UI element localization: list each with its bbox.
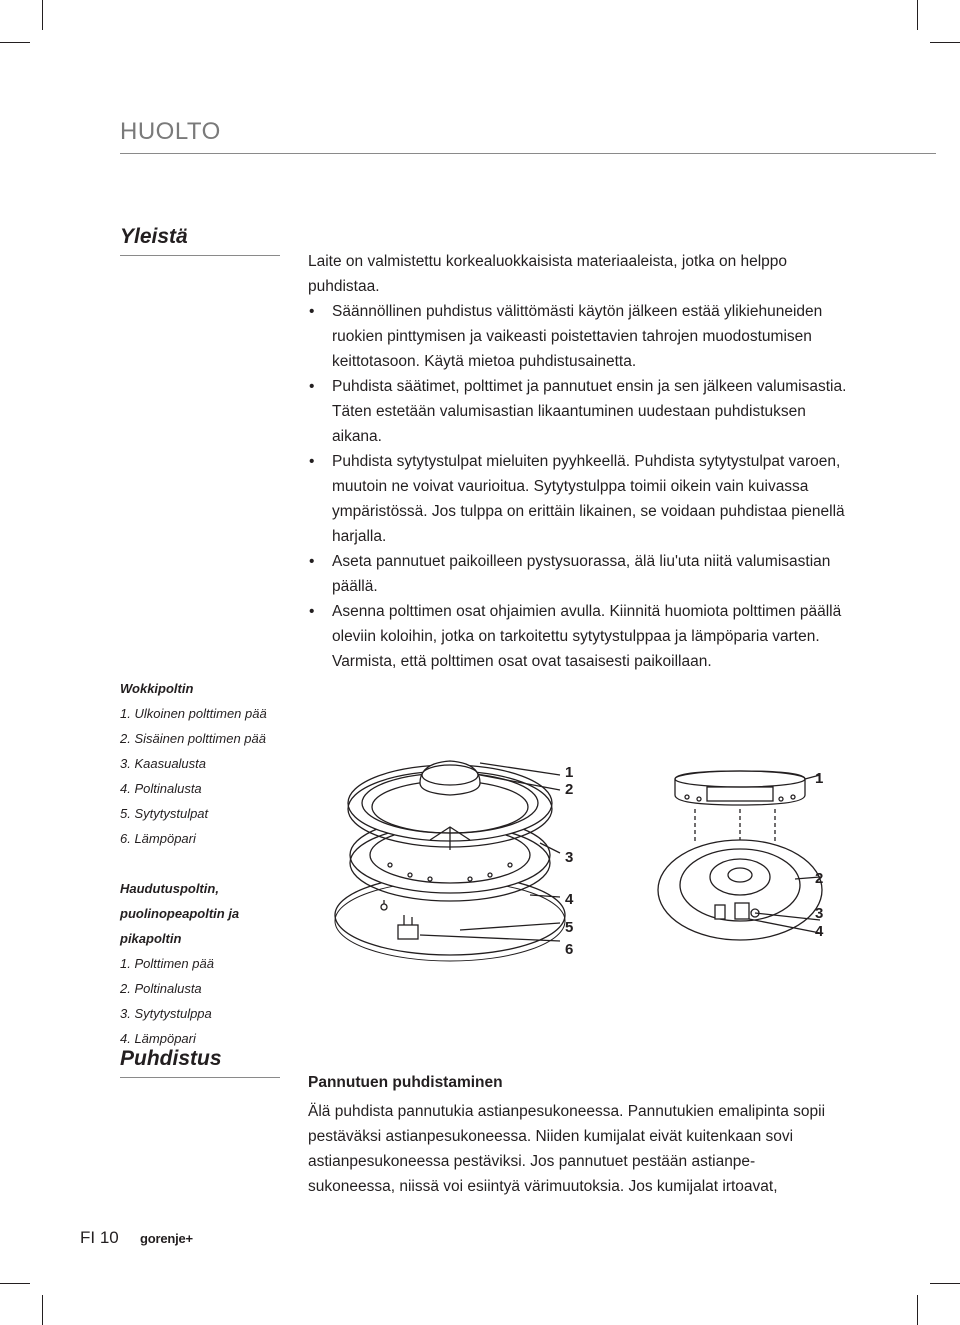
legend-item: 6. Lämpöpari [120, 831, 196, 846]
section-title: HUOLTO [120, 118, 221, 145]
other-legend-title: Haudutuspoltin, [120, 881, 219, 896]
crop-mark [930, 42, 960, 43]
page-number: FI 10 [80, 1228, 119, 1247]
general-bullet: • Puhdista sytytystulpat mieluiten pyyhkeellä. Puhdista sytytystulpat varoen, muutoin ne voivat vaurioitua. Sytytystulppa toimii oikein vain kuivassa ympäristössä. Jos tulppa on erittäin likainen, se voidaan puhdistaa pienellä harjalla. [308, 449, 848, 549]
general-heading-rule [120, 255, 280, 256]
brand-logo: gorenje+ [140, 1231, 193, 1246]
general-bullet: • Asenna polttimen osat ohjaimien avulla. Kiinnitä huomiota polttimen päällä oleviin koloihin, jotka on tarkoitettu sytytystulppaa ja lämpöparia varten. Varmista, että polttimen osat ovat tasaisesti paikoillaan. [308, 599, 848, 674]
cleaning-heading-rule [120, 1077, 280, 1078]
small-burner-label: 4 [815, 923, 824, 940]
general-bullet: • Aseta pannutuet paikoilleen pystysuorassa, älä liu'uta niitä valumisastian päällä. [308, 549, 848, 599]
legend-item: 1. Polttimen pää [120, 956, 214, 971]
wok-label: 3 [565, 849, 574, 866]
legend-item: 2. Poltinalusta [120, 981, 202, 996]
other-legend-title: pikapoltin [120, 931, 182, 946]
other-legend-title: puolinopeapoltin ja [120, 906, 240, 921]
crop-mark [42, 1295, 43, 1325]
legend-item: 4. Lämpöpari [120, 1031, 196, 1046]
legend-item: 3. Sytytystulppa [120, 1006, 212, 1021]
wok-label: 6 [565, 941, 574, 958]
legend-item: 1. Ulkoinen polttimen pää [120, 706, 267, 721]
cleaning-heading: Puhdistus [120, 1047, 222, 1070]
small-burner-label: 3 [815, 905, 824, 922]
general-intro: Laite on valmistettu korkealuokkaisista materiaaleista, jotka on helppo puhdistaa. [308, 253, 788, 295]
cleaning-subheading: Pannutuen puhdistaminen [308, 1074, 503, 1091]
wok-label: 1 [565, 764, 574, 781]
legend-item: 4. Poltinalusta [120, 781, 202, 796]
crop-mark [0, 1283, 30, 1284]
header-rule [120, 153, 936, 154]
legend-item: 5. Sytytystulpat [120, 806, 209, 821]
small-burner-label: 1 [815, 770, 824, 787]
wok-burner-illustration [330, 745, 570, 965]
legend-item: 3. Kaasualusta [120, 756, 207, 771]
crop-mark [917, 1295, 918, 1325]
legend-item: 2. Sisäinen polttimen pää [120, 731, 266, 746]
crop-mark [930, 1283, 960, 1284]
wok-label: 4 [565, 891, 574, 908]
wok-label: 2 [565, 781, 574, 798]
wok-label: 5 [565, 919, 574, 936]
general-body [308, 249, 848, 674]
general-bullet: • Säännöllinen puhdistus välittömästi käytön jälkeen estää ylikiehuneiden ruokien pinttymisen ja vaikeasti poistettavien tahrojen muodostumisen keittotasoon. Käytä mietoa puhdistusainetta. [308, 299, 848, 374]
burner-legend [120, 676, 267, 1051]
general-bullet-list [308, 299, 848, 674]
crop-mark [42, 0, 43, 30]
wok-legend-title: Wokkipoltin [120, 681, 194, 696]
cleaning-text: Älä puhdista pannutukia astianpesukoneessa. Pannutukien emalipinta sopii pestäväksi astianpesukoneessa. Niiden kumijalat eivät kuitenkaan sovi astianpesukoneessa pestäviksi. Jos pannutuet pestään astianpe-sukoneessa, niissä voi esiintyä värimuutoksia. Jos kumijalat irtoavat, [308, 1103, 826, 1195]
general-heading: Yleistä [120, 225, 188, 248]
general-bullet: • Puhdista säätimet, polttimet ja pannutuet ensin ja sen jälkeen valumisastia. Täten estetään valumisastian likaantuminen uudestaan puhdistuksen aikana. [308, 374, 848, 449]
small-burner-illustration [655, 765, 825, 945]
crop-mark [917, 0, 918, 30]
small-burner-label: 2 [815, 870, 824, 887]
crop-mark [0, 42, 30, 43]
